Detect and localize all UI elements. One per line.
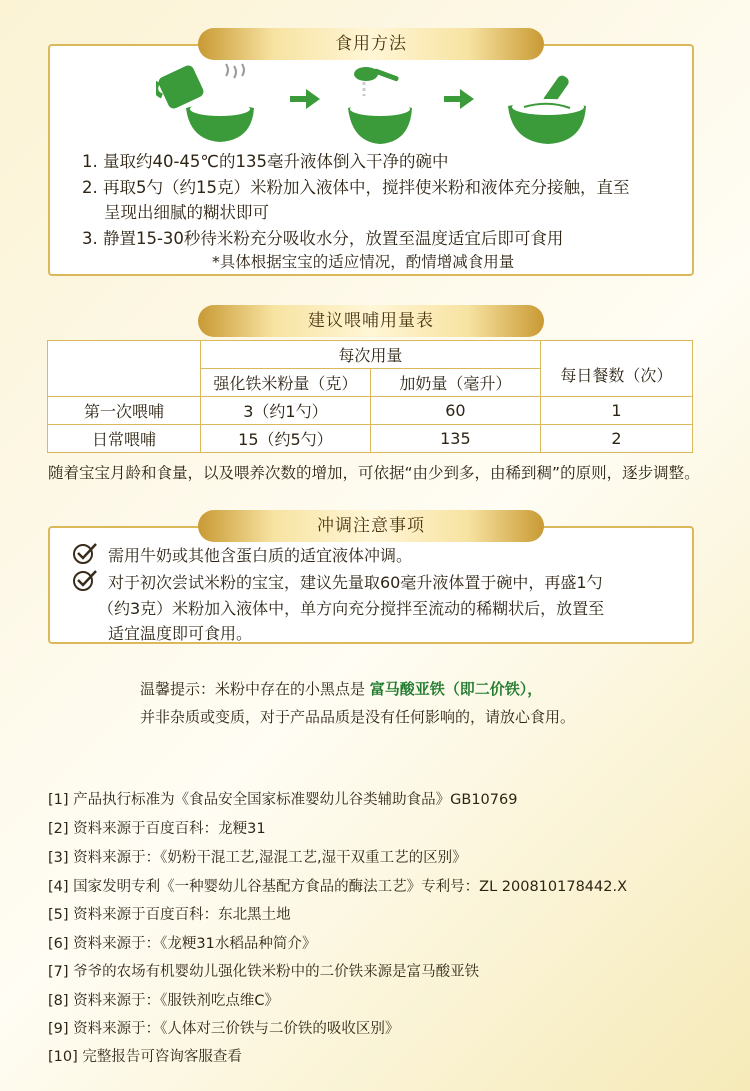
arrow-right-icon <box>444 89 474 109</box>
stir-bowl-icon <box>504 72 590 146</box>
row-meals: 1 <box>540 397 692 425</box>
tip-line-2: 并非杂质或变质，对于产品品质是没有任何影响的，请放心食用。 <box>140 708 576 726</box>
usage-step-2: 2. 再取5勺（约15克）米粉加入液体中，搅拌使米粉和液体充分接触，直至 <box>82 178 630 197</box>
reference-item: [4] 国家发明专利《一种婴幼儿谷基配方食品的酶法工艺》专利号：ZL 200810178442.X <box>48 879 628 895</box>
tip-line-1 <box>140 678 542 699</box>
reference-item: [8] 资料来源于：《服铁剂吃点维C》 <box>48 993 280 1009</box>
usage-note: *具体根据宝宝的适应情况，酌情增减食用量 <box>212 253 515 271</box>
check-circle-icon <box>72 568 98 592</box>
table-row <box>48 397 693 425</box>
pour-liquid-icon <box>156 56 266 146</box>
reference-item: [3] 资料来源于：《奶粉干混工艺,湿混工艺,湿干双重工艺的区别》 <box>48 850 467 866</box>
row-meals: 2 <box>540 425 692 453</box>
reference-item: [1] 产品执行标准为《食品安全国家标准婴幼儿谷类辅助食品》GB10769 <box>48 792 518 808</box>
table-header-meals: 每日餐数（次） <box>540 341 692 397</box>
row-milk: 60 <box>370 397 540 425</box>
add-rice-powder-icon <box>344 62 416 146</box>
feeding-note: 随着宝宝月龄和食量，以及喂养次数的增加，可依据“由少到多，由稀到稠”的原则，逐步调整。 <box>48 464 700 482</box>
arrow-right-icon <box>290 89 320 109</box>
table-row <box>48 425 693 453</box>
reference-item: [10] 完整报告可咨询客服查看 <box>48 1049 242 1065</box>
mixing-item-1: 需用牛奶或其他含蛋白质的适宜液体冲调。 <box>108 546 413 565</box>
reference-item: [6] 资料来源于：《龙粳31水稻品种简介》 <box>48 936 317 952</box>
table-header-rice: 强化铁米粉量（克） <box>200 369 370 397</box>
check-circle-icon <box>72 541 98 565</box>
usage-title: 食用方法 <box>198 28 544 60</box>
reference-item: [7] 爷爷的农场有机婴幼儿强化铁米粉中的二价铁来源是富马酸亚铁 <box>48 964 480 980</box>
reference-item: [9] 资料来源于：《人体对三价铁与二价铁的吸收区别》 <box>48 1021 400 1037</box>
table-header-group: 每次用量 <box>200 341 540 369</box>
mixing-item-2-cont: 适宜温度即可食用。 <box>108 624 253 643</box>
reference-item: [2] 资料来源于百度百科：龙粳31 <box>48 821 266 837</box>
mixing-item-2-cont: （约3克）米粉加入液体中，单方向充分搅拌至流动的稀糊状后，放置至 <box>98 599 605 618</box>
usage-step-3: 3. 静置15-30秒待米粉充分吸收水分，放置至温度适宜后即可食用 <box>82 229 564 248</box>
table-corner-cell <box>48 341 201 397</box>
row-label: 日常喂哺 <box>48 425 201 453</box>
row-milk: 135 <box>370 425 540 453</box>
row-rice: 15（约5勺） <box>200 425 370 453</box>
row-rice: 3（约1勺） <box>200 397 370 425</box>
reference-item: [5] 资料来源于百度百科：东北黑土地 <box>48 907 291 923</box>
tip-prefix: 温馨提示：米粉中存在的小黑点是 <box>140 680 366 698</box>
row-label: 第一次喂哺 <box>48 397 201 425</box>
tip-highlight: 富马酸亚铁（即二价铁）， <box>369 680 543 698</box>
feeding-table <box>47 340 693 453</box>
usage-step-1: 1. 量取约40-45℃的135毫升液体倒入干净的碗中 <box>82 152 449 171</box>
mixing-title: 冲调注意事项 <box>198 510 544 542</box>
table-header-milk: 加奶量（毫升） <box>370 369 540 397</box>
feeding-title: 建议喂哺用量表 <box>198 305 544 337</box>
mixing-item-2: 对于初次尝试米粉的宝宝，建议先量取60毫升液体置于碗中，再盛1勺 <box>108 573 603 592</box>
usage-step-2-cont: 呈现出细腻的糊状即可 <box>104 203 269 222</box>
